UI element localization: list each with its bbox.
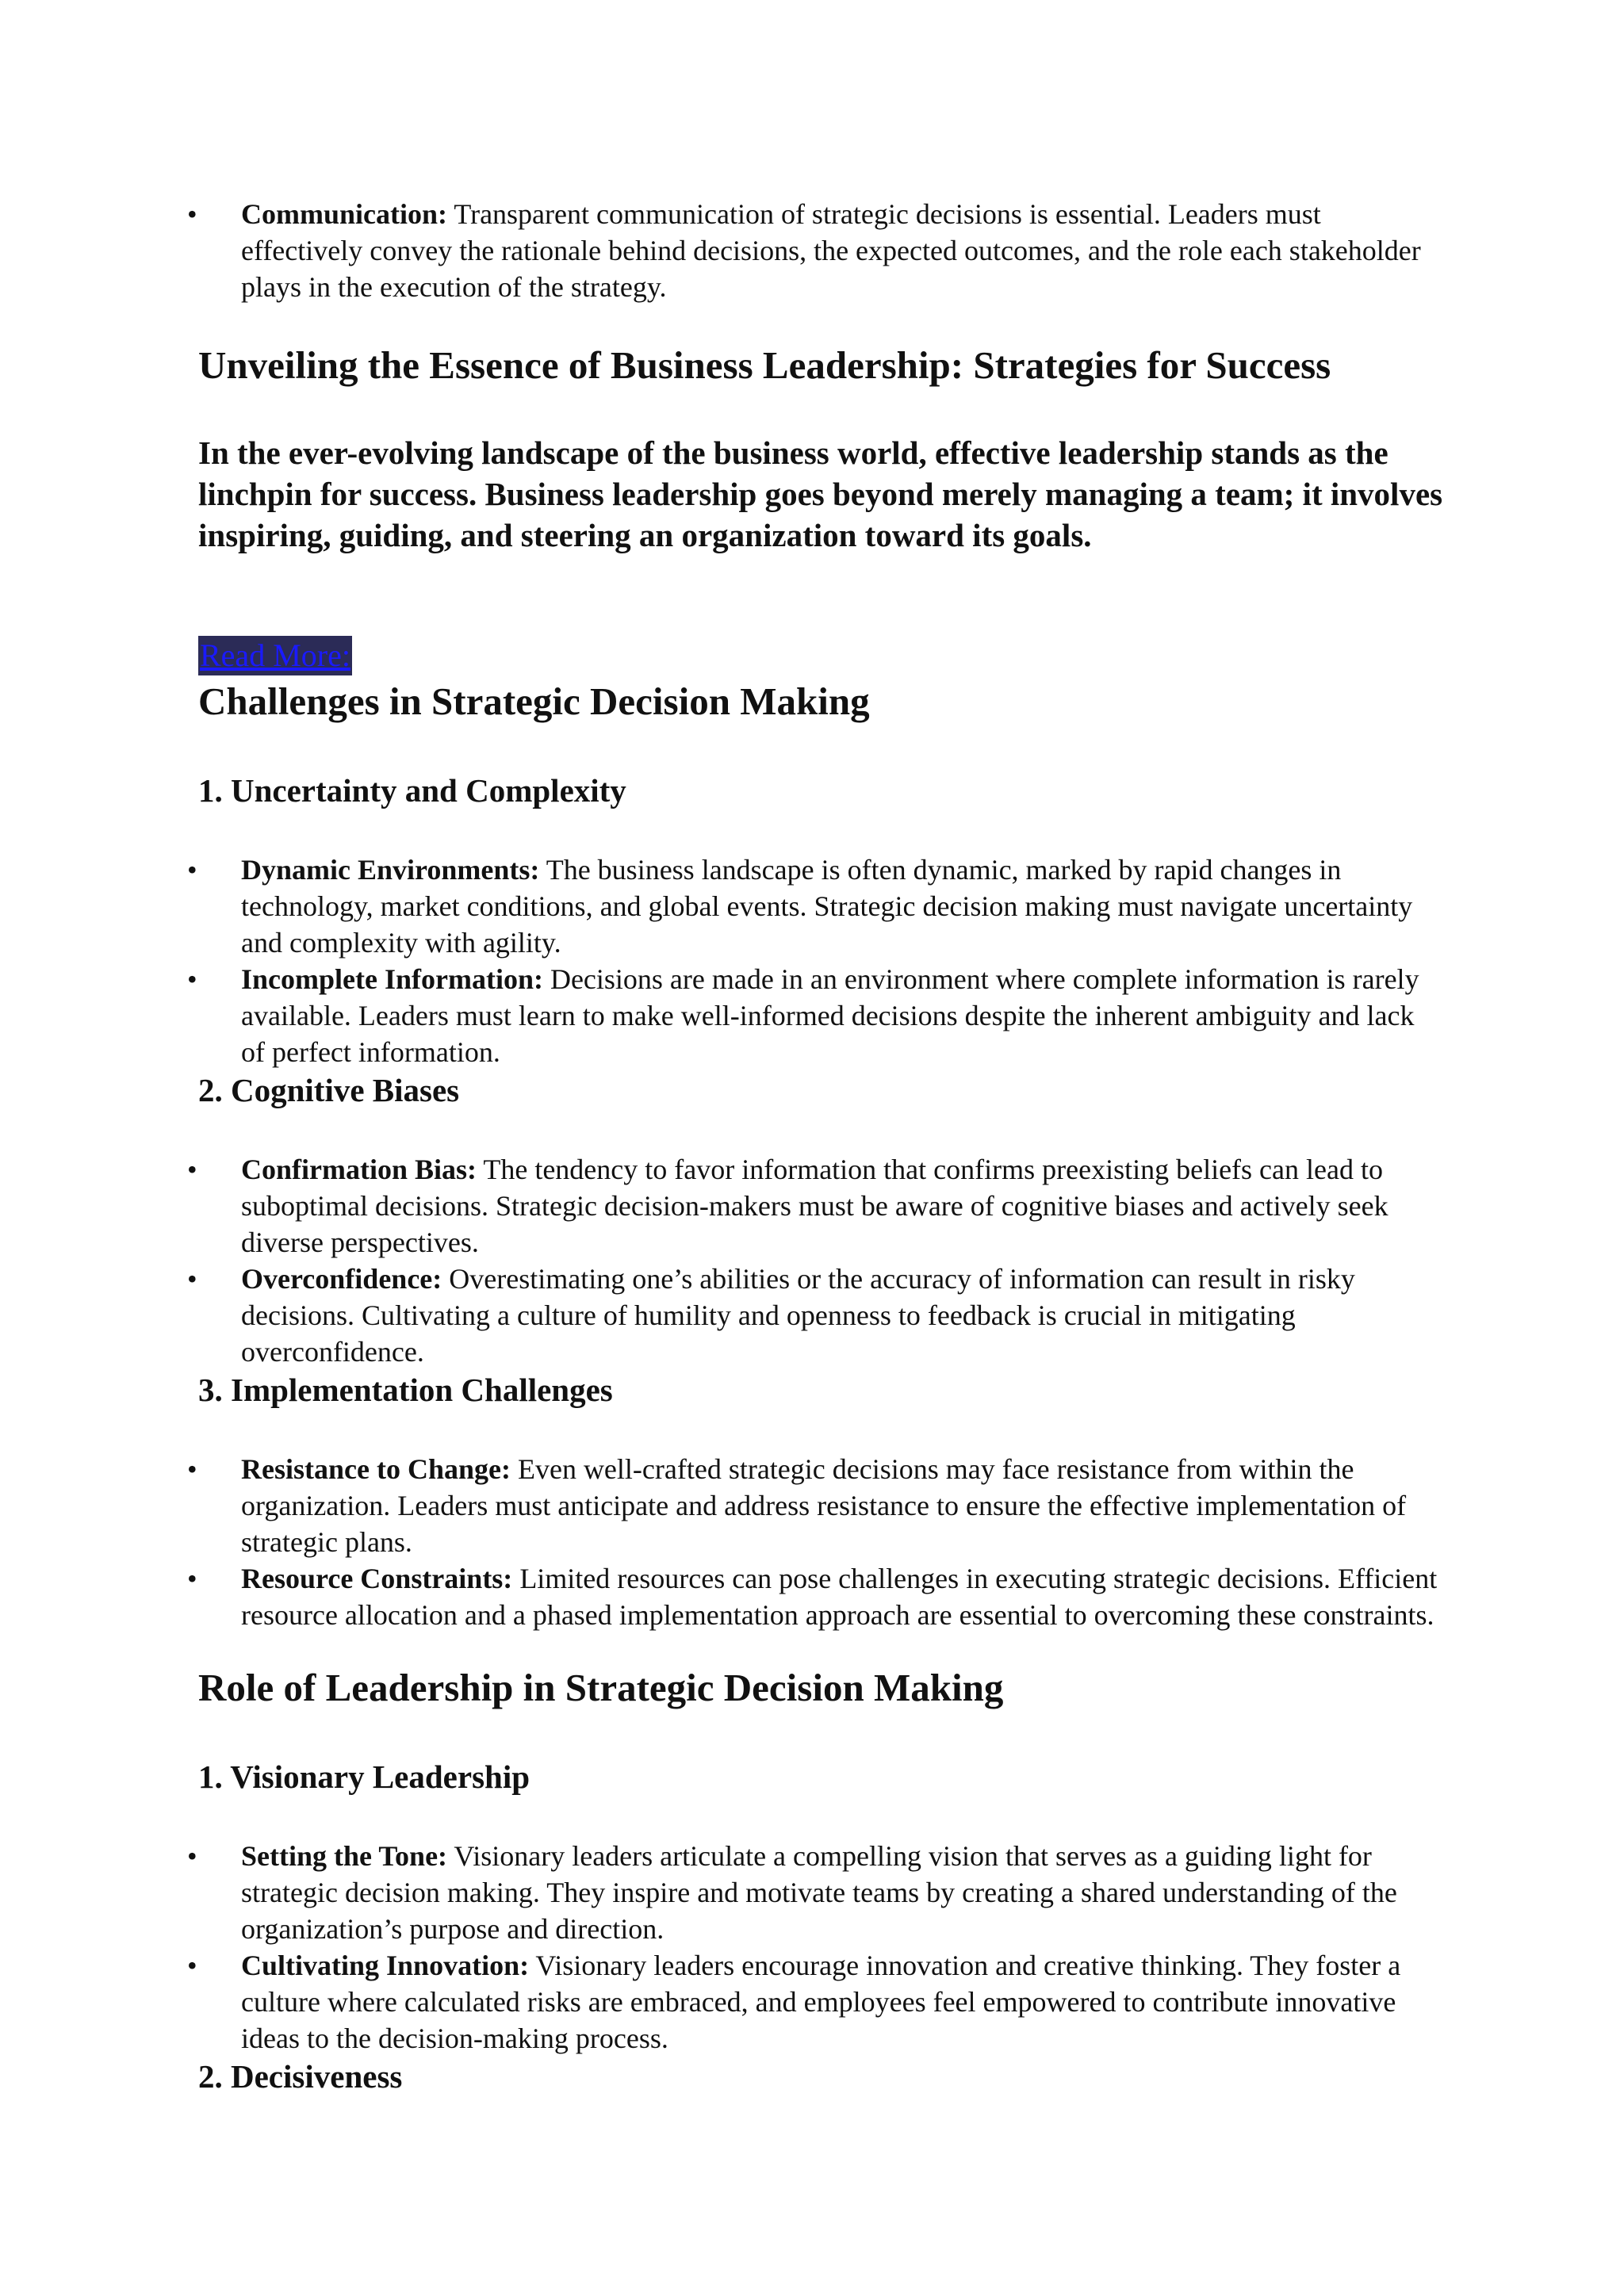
uncertainty-list <box>198 851 1443 1070</box>
implementation-list <box>198 1451 1443 1633</box>
biases-list <box>198 1151 1443 1370</box>
feature-title: Unveiling the Essence of Business Leadership: Strategies for Success <box>198 343 1331 387</box>
visionary-heading: 1. Visionary Leadership <box>198 1758 530 1795</box>
visionary-list <box>198 1838 1443 2057</box>
list-item-text: The tendency to favor information that confirms preexisting beliefs can lead to suboptimal decisions. Strategic decision-makers must be aware of cognitive biases and actively seek diverse perspectives. <box>241 1154 1388 1258</box>
list-item-dynamic-environments <box>198 851 1443 961</box>
list-item-term: Confirmation Bias: <box>241 1154 477 1185</box>
list-item-incomplete-information <box>198 961 1443 1070</box>
list-item-overconfidence <box>198 1261 1443 1370</box>
implementation-heading: 3. Implementation Challenges <box>198 1372 613 1408</box>
list-item-text: Limited resources can pose challenges in executing strategic decisions. Efficient resource allocation and a phased implementation approach are essential to overcoming these constraints. <box>241 1563 1438 1631</box>
list-item-term: Cultivating Innovation: <box>241 1950 530 1981</box>
decisiveness-heading: 2. Decisiveness <box>198 2058 403 2095</box>
list-item-confirmation-bias <box>198 1151 1443 1261</box>
list-item-text: The business landscape is often dynamic, marked by rapid changes in technology, market conditions, and global events. Strategic decision making must navigate uncertainty and complexity with agility. <box>241 854 1413 959</box>
list-item-cultivating-innovation <box>198 1947 1443 2057</box>
list-item-text: Decisions are made in an environment where complete information is rarely available. Leaders must learn to make well-informed decisions despite the inherent ambiguity and lack of perfect information. <box>241 963 1419 1068</box>
list-item-resource-constraints <box>198 1560 1443 1633</box>
biases-heading: 2. Cognitive Biases <box>198 1072 460 1108</box>
list-item-term: Setting the Tone: <box>241 1840 448 1872</box>
list-item-term: Resource Constraints: <box>241 1563 513 1594</box>
list-item-text: Even well-crafted strategic decisions may face resistance from within the organization. Leaders must anticipate and address resistance to ensure the effective implementation of strategic plans. <box>241 1453 1407 1558</box>
list-item-setting-the-tone <box>198 1838 1443 1947</box>
leadership-role-title: Role of Leadership in Strategic Decision Making <box>198 1666 1004 1709</box>
list-item-term: Dynamic Environments: <box>241 854 540 886</box>
communication-list <box>198 196 1443 305</box>
list-item-term: Incomplete Information: <box>241 963 543 995</box>
feature-lead-paragraph: In the ever-evolving landscape of the business world, effective leadership stands as the linchpin for success. Business leadership goes beyond merely managing a team; it involves inspiring, guiding, and steering an organization toward its goals. <box>198 434 1443 553</box>
list-item-communication <box>198 196 1443 305</box>
list-item-resistance-to-change <box>198 1451 1443 1560</box>
read-more-link[interactable]: Read More: <box>198 636 352 675</box>
list-item-term: Resistance to Change: <box>241 1453 511 1485</box>
list-item-term: Communication: <box>241 198 447 230</box>
challenges-title: Challenges in Strategic Decision Making <box>198 679 870 723</box>
uncertainty-heading: 1. Uncertainty and Complexity <box>198 772 626 809</box>
list-item-text: Visionary leaders encourage innovation and creative thinking. They foster a culture where calculated risks are embraced, and employees feel empowered to contribute innovative ideas to the decision-making process. <box>241 1950 1401 2054</box>
list-item-text: Visionary leaders articulate a compelling vision that serves as a guiding light for strategic decision making. They inspire and motivate teams by creating a shared understanding of the organization’s purpose and direction. <box>241 1840 1397 1945</box>
list-item-text: Overestimating one’s abilities or the accuracy of information can result in risky decisions. Cultivating a culture of humility and openness to feedback is crucial in mitigating overconfidence. <box>241 1263 1355 1368</box>
list-item-text: Transparent communication of strategic decisions is essential. Leaders must effectively convey the rationale behind decisions, the expected outcomes, and the role each stakeholder plays in the execution of the strategy. <box>241 198 1421 303</box>
list-item-term: Overconfidence: <box>241 1263 442 1295</box>
